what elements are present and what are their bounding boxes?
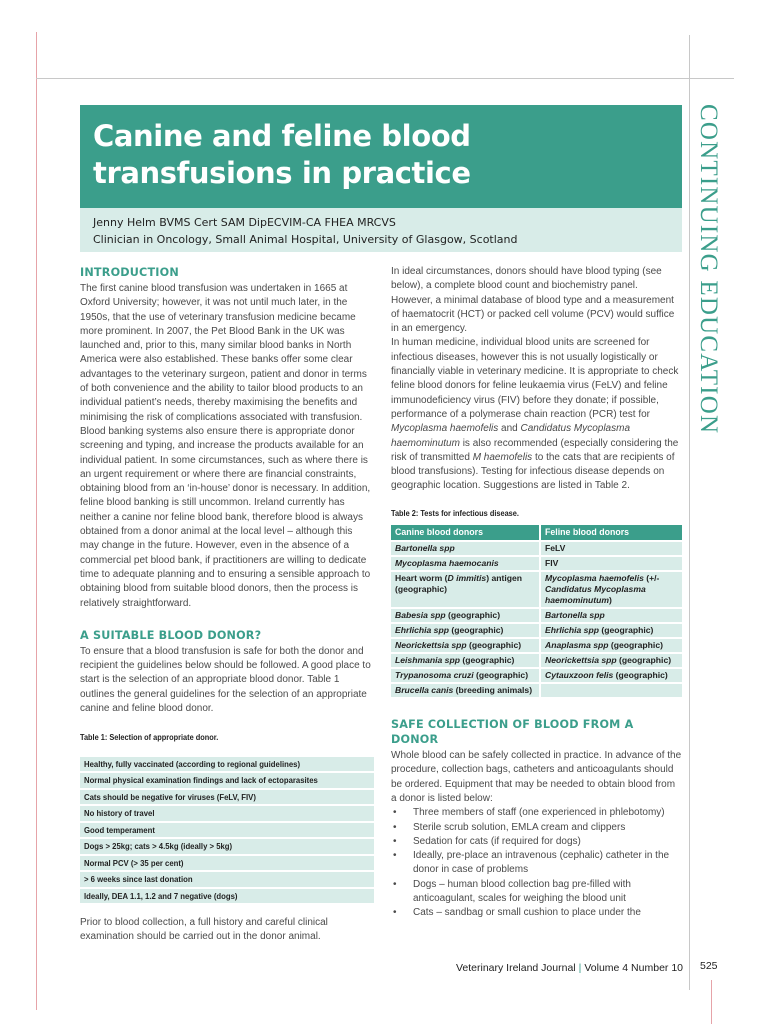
table1-cell-text: Cats should be negative for viruses (FeLV, FIV) xyxy=(84,791,256,802)
table2-row xyxy=(391,541,682,556)
table2-cell-text: (geographic) xyxy=(448,625,504,636)
table1 xyxy=(80,755,374,904)
table2-cell-feline xyxy=(540,571,682,608)
footer-separator: | xyxy=(578,962,582,974)
table2-cell-canine xyxy=(391,653,540,668)
right-column xyxy=(391,265,682,921)
table1-cell-text: Healthy, fully vaccinated (according to regional guidelines) xyxy=(84,758,301,769)
table1-cell xyxy=(80,772,374,789)
table2-row xyxy=(391,571,682,608)
introduction-body: The first canine blood transfusion was undertaken in 1665 at Oxford University; however, it was not until much later, in the 1950s, that the use of veterinary transfusion medicine became more prominent. In 2007, the Pet Blood Bank in the UK was launched and, prior to this, many similar blood banks in North America were also established. These banks offer some clear advantages to the veterinary surgeon, patient and donor in terms of both convenience and the ability to tailor blood products to an individual patient’s needs, thereby maximising the benefits and minimising the risk of complications associated with transfusion. Blood banking systems also ensure there is appropriate donor screening and typing, and increase the products available for an individual patient. In some circumstances, such as where there is an urgent requirement or where there are financial constraints, obtaining blood from an ‘in-house’ donor is necessary. In addition, feline blood banking is still uncommon. Ireland currently has neither a canine nor feline blood bank, therefore blood is always obtained from a donor animal at the local level – although this may change in the future. However, even in the absence of a commercial pet blood bank, if practitioners are willing to dedicate time to adequate planning and to ensuring a sensible approach to obtaining blood from suitable blood donors, then the process is relatively straightforward. xyxy=(80,283,371,609)
bullet-icon: • xyxy=(393,835,397,847)
table1-row xyxy=(80,756,374,773)
table2-cell-text: (+/- xyxy=(643,573,660,584)
infectious-text-d: Candidatus Mycoplasma haemominutum xyxy=(391,423,631,449)
equipment-list-text: Three members of staff (one experienced in phlebotomy) xyxy=(413,807,665,819)
table2-cell-canine xyxy=(391,668,540,683)
equipment-list-text: Cats – sandbag or small cushion to place under the xyxy=(413,907,641,919)
table2-cell-text: D immitis xyxy=(447,573,487,584)
infectious-text-a: In human medicine, individual blood units are screened for infectious diseases, however this is not usually logistically or financially viable in veterinary medicine. It is appropriate to check feline blood donors for feline leukaemia virus (FeLV) and feline immunodeficiency virus (FIV) before they donate; if possible, performance of a polymerase chain reaction (PCR) test for xyxy=(391,337,679,420)
table2-cell-text: Cytauxzoon felis xyxy=(545,670,614,681)
table1-cell-text: Good temperament xyxy=(84,824,155,835)
table1-cell-text: Ideally, DEA 1.1, 1.2 and 7 negative (dogs) xyxy=(84,890,238,901)
table2-cell-canine xyxy=(391,571,540,608)
table2-cell-canine xyxy=(391,623,540,638)
title-line-1: Canine and feline blood xyxy=(93,119,471,153)
table2-cell-canine xyxy=(391,683,540,697)
table2-cell-text: Bartonella spp xyxy=(545,610,605,621)
table2-cell-canine xyxy=(391,608,540,623)
table2-cell-feline xyxy=(540,556,682,571)
equipment-list-text: Dogs – human blood collection bag pre-filled with anticoagulant, scales for weighing the blood unit xyxy=(413,878,631,905)
table1-cell-text: Normal physical examination findings and lack of ectoparasites xyxy=(84,775,318,786)
table2-cell-feline xyxy=(540,668,682,683)
table2-cell-text: (geographic) xyxy=(616,655,672,666)
table1-caption: Table 1: Selection of appropriate donor. xyxy=(80,732,219,743)
equipment-list-item xyxy=(391,806,682,820)
table1-cell xyxy=(80,838,374,855)
article-title xyxy=(93,118,471,192)
title-band xyxy=(80,105,682,208)
infectious-screening-paragraph xyxy=(391,336,682,493)
table2-row xyxy=(391,683,682,697)
table1-row xyxy=(80,822,374,839)
table2-cell-feline xyxy=(540,608,682,623)
table2-header-canine: Canine blood donors xyxy=(391,525,540,541)
table2-header-feline: Feline blood donors xyxy=(540,525,682,541)
section-label xyxy=(694,104,734,435)
table2-cell-feline xyxy=(540,541,682,556)
table1-row xyxy=(80,888,374,904)
equipment-list-item xyxy=(391,835,682,849)
table2-cell-feline xyxy=(540,623,682,638)
table1-cell xyxy=(80,805,374,822)
table1-cell xyxy=(80,888,374,904)
table2-cell-text: Anaplasma spp xyxy=(545,640,609,651)
author-affiliation: Clinician in Oncology, Small Animal Hospital, University of Glasgow, Scotland xyxy=(93,233,518,246)
table2-cell-text: Brucella canis xyxy=(395,685,454,696)
table2-cell-text: Leishmania spp xyxy=(395,655,460,666)
donor-screening-paragraph: In ideal circumstances, donors should have blood typing (see below), a complete blood count and biochemistry panel. However, a minimal database of blood type and a measurement of haematocrit (HCT) or packed cell volume (PCV) would suffice in an emergency. xyxy=(391,266,675,335)
donor-heading: A SUITABLE BLOOD DONOR? xyxy=(80,628,262,642)
table1-cell xyxy=(80,756,374,773)
table1-cell xyxy=(80,822,374,839)
equipment-list-text: Sterile scrub solution, EMLA cream and clippers xyxy=(413,821,626,833)
table2-cell-text: FeLV xyxy=(545,543,566,554)
safe-collection-heading: SAFE COLLECTION OF BLOOD FROM A DONOR xyxy=(391,718,634,747)
table2-row xyxy=(391,653,682,668)
crop-mark-left xyxy=(36,32,37,1010)
bullet-icon: • xyxy=(393,821,397,833)
table2-cell-text: Neorickettsia spp xyxy=(545,655,617,666)
table2-caption: Table 2: Tests for infectious disease. xyxy=(391,507,519,518)
footer-journal-name: Veterinary Ireland Journal xyxy=(455,962,576,974)
table2-cell-text: Mycoplasma haemocanis xyxy=(395,558,499,569)
infectious-text-e: is also recommended (especially considering the risk of transmitted xyxy=(391,437,679,463)
trim-line-top xyxy=(36,78,734,79)
table2-cell-canine xyxy=(391,541,540,556)
bullet-icon: • xyxy=(393,807,397,819)
table2-cell-text: Babesia spp xyxy=(395,610,446,621)
table2-cell-feline xyxy=(540,653,682,668)
table2-cell-text: (geographic) xyxy=(608,640,663,651)
table2-cell-text: ) antigen (geographic) xyxy=(395,573,523,595)
table2-cell-text: Bartonella spp xyxy=(395,543,455,554)
table2-cell-text: Neorickettsia spp xyxy=(395,640,467,651)
table1-row xyxy=(80,772,374,789)
section-label-text: CONTINUING EDUCATION xyxy=(695,104,722,435)
table2-cell-canine xyxy=(391,638,540,653)
table2-row xyxy=(391,608,682,623)
table2-cell-text: FIV xyxy=(545,558,559,569)
infectious-text-f: M haemofelis xyxy=(472,451,533,463)
table2-cell-text: (breeding animals) xyxy=(453,685,533,696)
table2-row xyxy=(391,556,682,571)
bullet-icon: • xyxy=(393,878,397,890)
table1-cell-text: Normal PCV (> 35 per cent) xyxy=(84,857,184,868)
table2-cell-text: Ehrlichia spp xyxy=(395,625,449,636)
left-column xyxy=(80,265,374,945)
table2-row xyxy=(391,668,682,683)
donor-body: To ensure that a blood transfusion is safe for both the donor and recipient the guidelines below should be followed. A good place to start is the selection of an appropriate blood donor. Table 1 outlines the general guidelines for the selection of an appropriate canine and feline blood donor. xyxy=(80,645,371,715)
safe-collection-body: Whole blood can be safely collected in practice. In advance of the procedure, collection bags, catheters and anticoagulants should be ordered. Equipment that may be needed to obtain blood from a donor is listed below: xyxy=(391,750,682,804)
table1-row xyxy=(80,855,374,872)
table2-row xyxy=(391,638,682,653)
history-text: Prior to blood collection, a full history and careful clinical examination should be carried out in the donor animal. xyxy=(80,917,328,943)
table2-cell-text: Heart worm ( xyxy=(395,573,448,584)
equipment-list-item xyxy=(391,906,682,920)
table2-cell-text: (geographic) xyxy=(459,655,515,666)
page-number: 525 xyxy=(700,960,718,972)
table1-row xyxy=(80,805,374,822)
table1-row xyxy=(80,871,374,888)
equipment-list-item xyxy=(391,878,682,907)
author-band xyxy=(80,208,682,252)
footer-journal xyxy=(440,962,683,974)
trim-line-right xyxy=(689,35,690,990)
table1-cell xyxy=(80,855,374,872)
table2-cell-text: Candidatus Mycoplasma haemominutum xyxy=(545,584,646,606)
title-line-2: transfusions in practice xyxy=(93,156,471,190)
article-header xyxy=(80,105,682,252)
introduction-heading: INTRODUCTION xyxy=(80,266,179,279)
table2-header-row xyxy=(391,525,682,541)
table2-cell-text: Mycoplasma haemofelis xyxy=(545,573,644,584)
equipment-list xyxy=(391,806,682,920)
bullet-icon: • xyxy=(393,907,397,919)
table2-cell-canine xyxy=(391,556,540,571)
bullet-icon: • xyxy=(393,850,397,862)
table2 xyxy=(391,525,682,697)
table1-row xyxy=(80,789,374,806)
table1-cell-text: Dogs > 25kg; cats > 4.5kg (ideally > 5kg) xyxy=(84,841,233,852)
infectious-text-b: Mycoplasma haemofelis xyxy=(391,423,499,435)
table1-cell xyxy=(80,871,374,888)
table2-cell-feline xyxy=(540,683,682,697)
table2-cell-text: Trypanosoma cruzi xyxy=(395,670,474,681)
table2-cell-text: ) xyxy=(608,595,612,606)
table2-cell-text: (geographic) xyxy=(613,670,668,681)
table1-cell-text: No history of travel xyxy=(84,808,155,819)
infectious-text-c: and xyxy=(498,423,521,435)
table2-cell-text: (geographic) xyxy=(466,640,522,651)
table2-row xyxy=(391,623,682,638)
infectious-text-g: to the cats that are recipients of blood transfusions). Testing for infectious disease depends on geographic location. Suggestions are listed in Table 2. xyxy=(391,451,675,492)
equipment-list-item xyxy=(391,849,682,878)
table2-cell-text: (geographic) xyxy=(473,670,529,681)
table2-cell-text: (geographic) xyxy=(445,610,501,621)
crop-mark-right xyxy=(711,980,712,1024)
equipment-list-item xyxy=(391,821,682,835)
table2-cell-text: (geographic) xyxy=(598,625,654,636)
equipment-list-text: Sedation for cats (if required for dogs) xyxy=(413,835,581,847)
table2-cell-text: Ehrlichia spp xyxy=(545,625,599,636)
table1-cell-text: > 6 weeks since last donation xyxy=(84,874,193,885)
author-name: Jenny Helm BVMS Cert SAM DipECVIM-CA FHEA MRCVS xyxy=(93,216,396,229)
footer-volume: Volume 4 Number 10 xyxy=(584,962,683,974)
table2-cell-feline xyxy=(540,638,682,653)
table1-row xyxy=(80,838,374,855)
equipment-list-text: Ideally, pre-place an intravenous (cephalic) catheter in the donor in case of problems xyxy=(413,850,670,876)
table1-cell xyxy=(80,789,374,806)
